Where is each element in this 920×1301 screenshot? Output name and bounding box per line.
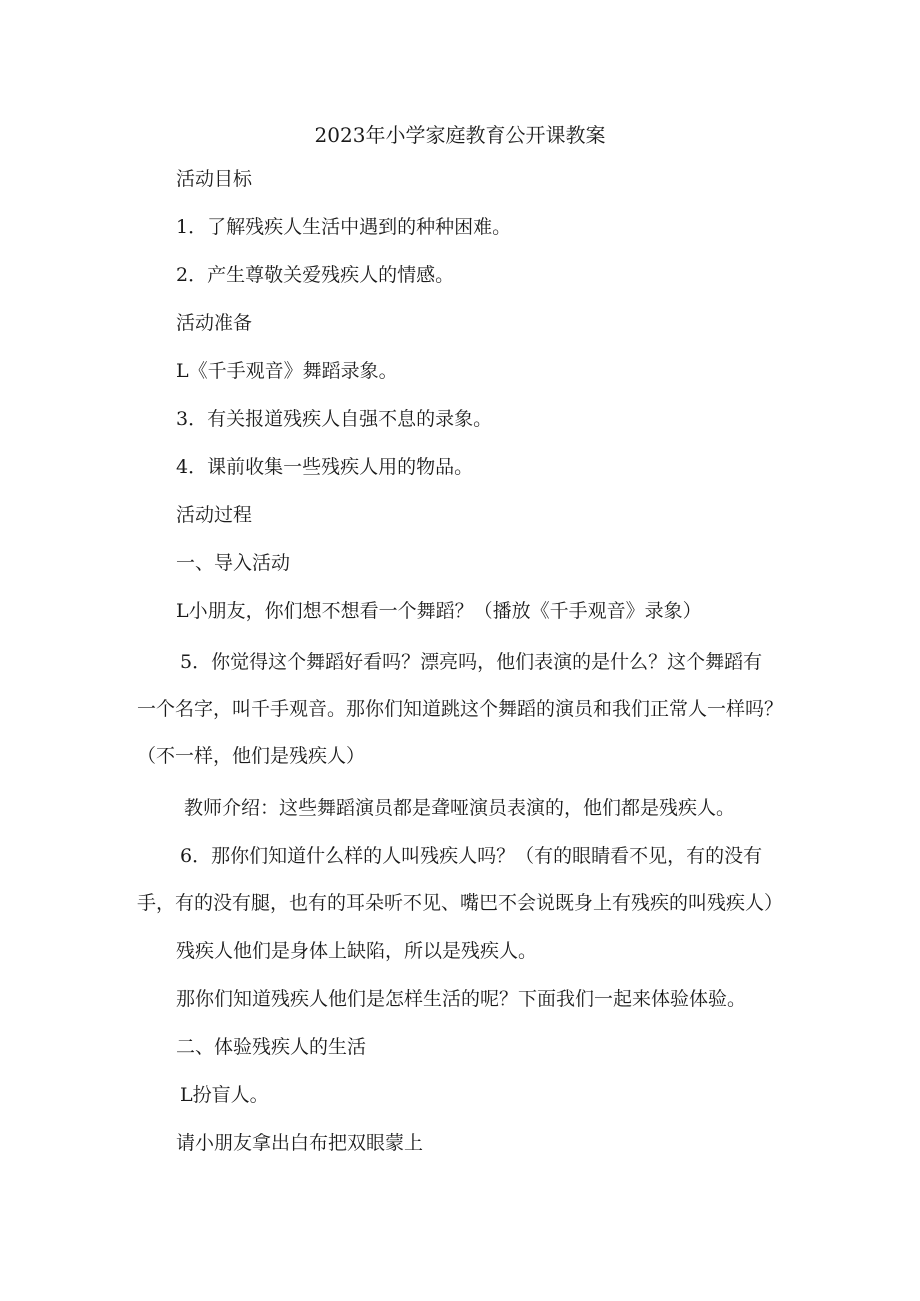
intro-paragraph-5-line-3: （不一样，他们是残疾人） [137, 745, 366, 767]
intro-paragraph-1: L小朋友，你们想不想看一个舞蹈？（播放《千手观音》录象） [176, 600, 702, 622]
heading-activity-process: 活动过程 [176, 504, 253, 526]
paragraph-disability-defect: 残疾人他们是身体上缺陷，所以是残疾人。 [176, 940, 538, 962]
intro-paragraph-5-line-2: 一个名字，叫千手观音。那你们知道跳这个舞蹈的演员和我们正常人一样吗？ [137, 698, 784, 720]
paragraph-experience-invite: 那你们知道残疾人他们是怎样生活的呢？下面我们一起来体验体验。 [176, 988, 747, 1010]
document-title: 2023年小学家庭教育公开课教案 [314, 123, 606, 147]
intro-paragraph-6-line-1: 6．那你们知道什么样的人叫残疾人吗？（有的眼睛看不见，有的没有 [180, 845, 763, 867]
intro-paragraph-6-line-2: 手，有的没有腿，也有的耳朵听不见、嘴巴不会说既身上有残疾的叫残疾人） [137, 892, 784, 914]
experience-item-1: L扮盲人。 [180, 1084, 269, 1106]
prep-item-4: 4．课前收集一些残疾人用的物品。 [176, 456, 474, 478]
heading-activity-goals: 活动目标 [176, 168, 253, 190]
section-experience-life: 二、体验残疾人的生活 [176, 1036, 367, 1058]
intro-paragraph-5-line-1: 5．你觉得这个舞蹈好看吗？漂亮吗，他们表演的是什么？这个舞蹈有 [180, 651, 763, 673]
goal-item-1: 1．了解残疾人生活中遇到的种种困难。 [176, 216, 512, 238]
experience-instruction: 请小朋友拿出白布把双眼蒙上 [176, 1132, 424, 1154]
prep-item-3: 3．有关报道残疾人自强不息的录象。 [176, 408, 493, 430]
goal-item-2: 2．产生尊敬关爱残疾人的情感。 [176, 264, 455, 286]
heading-activity-preparation: 活动准备 [176, 312, 253, 334]
section-intro-activity: 一、导入活动 [176, 552, 291, 574]
teacher-introduction: 教师介绍：这些舞蹈演员都是聋哑演员表演的，他们都是残疾人。 [184, 797, 736, 819]
prep-item-1: L《千手观音》舞蹈录象。 [176, 360, 398, 382]
